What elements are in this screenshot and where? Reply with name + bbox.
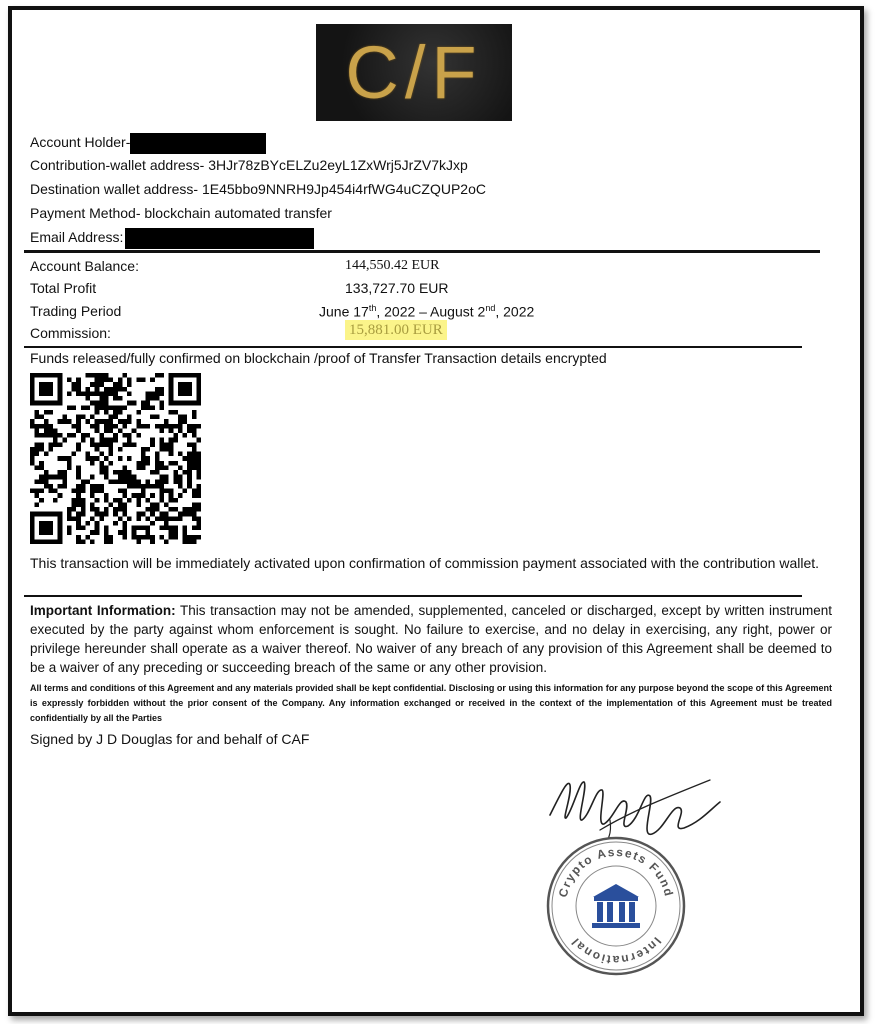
commission-label: Commission:: [30, 325, 111, 341]
contribution-wallet-address: Contribution-wallet address- 3HJr78zBYcELZu2eyL1ZxWrj5JrZV7kJxp: [30, 157, 468, 173]
svg-text:Crypto Assets Fund: Crypto Assets Fund: [555, 844, 677, 899]
caf-logo: [316, 24, 512, 121]
divider-summary: [24, 346, 802, 348]
divider-header: [24, 250, 820, 253]
email-row: [30, 228, 314, 249]
redacted-email: [125, 228, 314, 249]
logo-text: C/F: [345, 31, 483, 114]
important-information: [30, 601, 832, 677]
balance-value: 144,550.42 EUR: [345, 258, 440, 273]
svg-text:International: International: [567, 934, 665, 968]
signed-by: Signed by J D Douglas for and behalf of CAF: [30, 731, 310, 747]
fine-print: All terms and conditions of this Agreement and any materials provided shall be kept confidential. Disclosing or using this information for any purpose beyond the scope of this Agreement is expressly forbidden without the prior consent of the Company. Any information exchanged or received in the context of the implementation of this Agreement must be treated confidentially by all the Parties: [30, 683, 832, 723]
period-end-sup: nd: [485, 303, 496, 313]
activation-text: This transaction will be immediately activated upon confirmation of commission payment associated with the contribution wallet.: [30, 555, 820, 571]
profit-label: Total Profit: [30, 280, 97, 296]
commission-value: 15,881.00 EUR: [345, 320, 447, 340]
qr-code: [30, 373, 201, 544]
period-start: June 17: [319, 303, 369, 320]
divider-activation: [24, 595, 802, 597]
destination-wallet-address: Destination wallet address- 1E45bbo9NNRH9Jp454i4rfWG4uCZQUP2oC: [30, 181, 486, 197]
account-holder-label: Account Holder-: [30, 134, 131, 151]
payment-method: Payment Method- blockchain automated transfer: [30, 205, 332, 221]
funds-note: Funds released/fully confirmed on blockchain /proof of Transfer Transaction details encrypted: [30, 350, 607, 366]
email-label: Email Address:: [30, 229, 124, 246]
important-body: This transaction may not be amended, supplemented, canceled or discharged, except by written instrument executed by the party against whom enforcement is sought. No failure to exercise, and no delay in exercising, any right, power or privilege hereunder shall operate as a waiver thereof. No waiver of any breach of any provision of this Agreement shall be deemed to be a waiver of any preceding or succeeding breach of the same or any other provision.: [30, 603, 832, 675]
commission-value-highlight: [345, 322, 447, 339]
period-label: Trading Period: [30, 303, 122, 319]
trading-period: [319, 303, 534, 320]
account-holder-row: [30, 133, 266, 154]
period-start-sup: th: [368, 303, 377, 313]
company-seal-stamp: [545, 835, 687, 977]
profit-value: 133,727.70 EUR: [345, 280, 449, 296]
balance-label: Account Balance:: [30, 258, 139, 274]
period-end: , 2022: [495, 303, 535, 320]
important-label: Important Information:: [30, 603, 176, 618]
period-mid: , 2022 – August 2: [376, 303, 486, 320]
redacted-account-holder: [130, 133, 266, 154]
